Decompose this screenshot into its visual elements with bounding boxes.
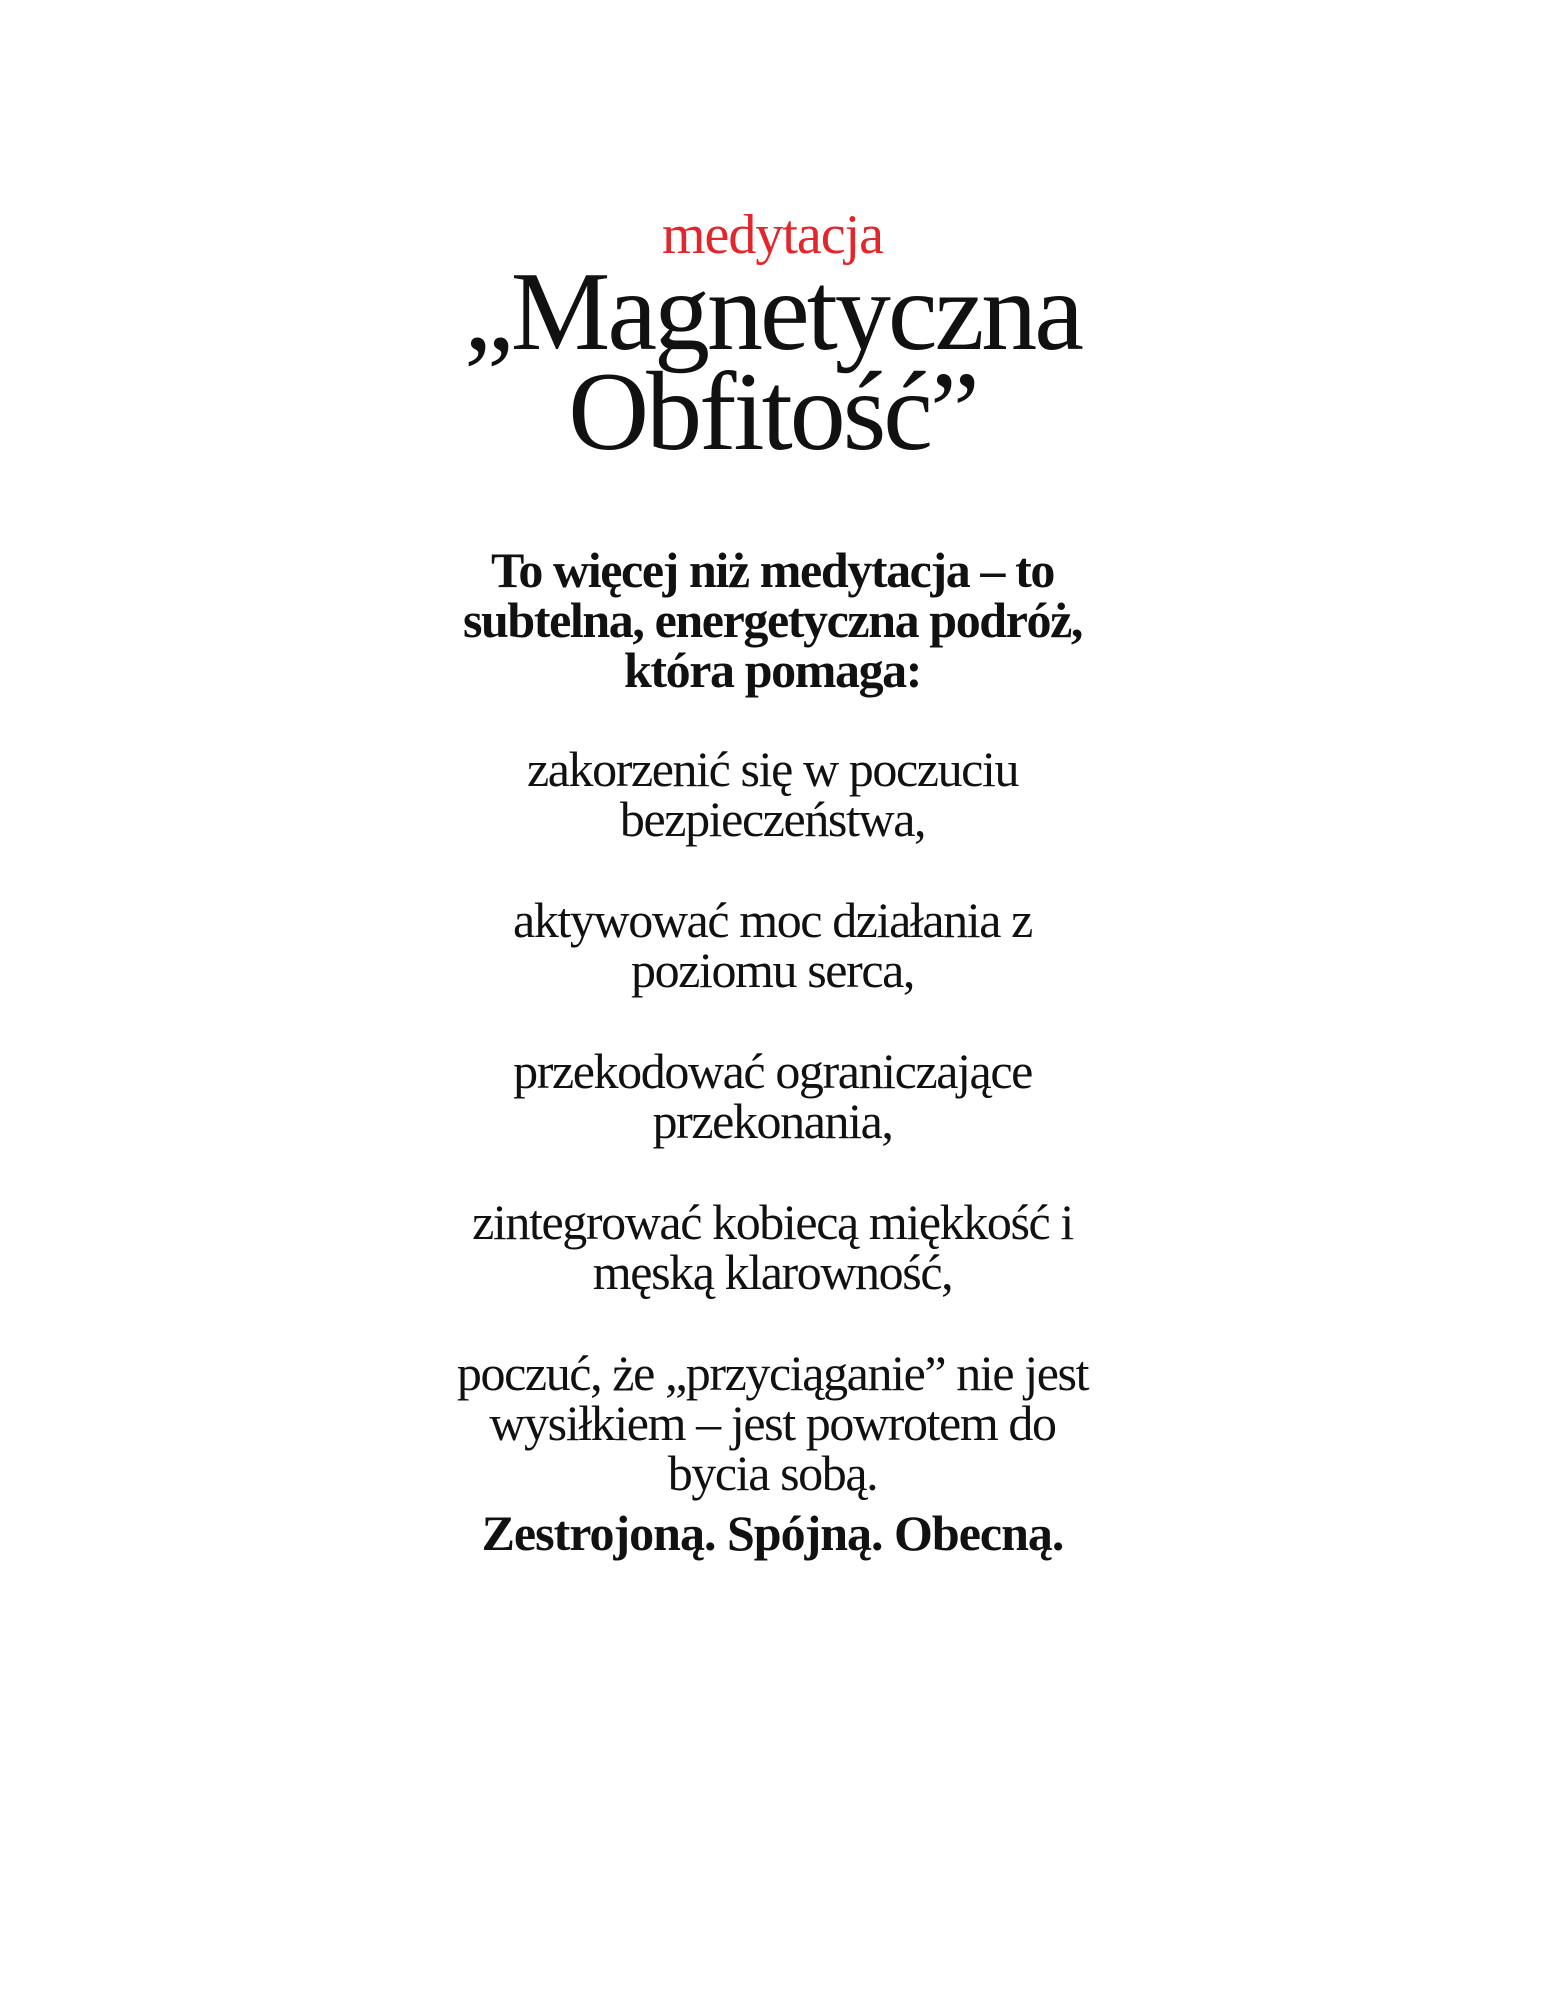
benefit-line: przekonania, [652, 1093, 893, 1149]
benefit-line: bezpieczeństwa, [619, 791, 926, 847]
title-line-1: „Magnetyczna [464, 250, 1081, 374]
benefit-line: aktywować moc działania z [513, 892, 1032, 948]
benefit-line: zakorzenić się w poczuciu [526, 741, 1019, 797]
benefit-item [372, 1345, 1173, 1501]
benefit-line: wysiłkiem – jest powrotem do [489, 1395, 1056, 1451]
intro-line-3: która pomaga: [623, 642, 922, 698]
benefit-line: poziomu serca, [630, 942, 915, 998]
benefit-line: przekodować ograniczające [513, 1043, 1032, 1099]
kicker-label: medytacja [661, 204, 884, 266]
intro-line-2: subtelna, energetyczna podróż, [462, 592, 1083, 648]
title-line-2: Obfitość” [568, 350, 977, 474]
benefit-line: bycia sobą. [667, 1445, 878, 1501]
benefit-item [372, 741, 1173, 847]
benefit-list [372, 741, 1173, 1549]
intro-line-1: To więcej niż medytacja – to [491, 542, 1054, 598]
benefit-line: męską klarowność, [592, 1244, 953, 1300]
benefit-line: poczuć, że „przyciąganie” nie jest [456, 1345, 1089, 1401]
closing-statement: Zestrojoną. Spójną. Obecną. [481, 1505, 1064, 1561]
page-title [0, 250, 1545, 474]
intro-paragraph [372, 542, 1173, 698]
benefit-item [372, 892, 1173, 998]
benefit-line: zintegrować kobiecą miękkość i [472, 1194, 1073, 1250]
benefit-item [372, 1194, 1173, 1300]
benefit-item [372, 1043, 1173, 1149]
